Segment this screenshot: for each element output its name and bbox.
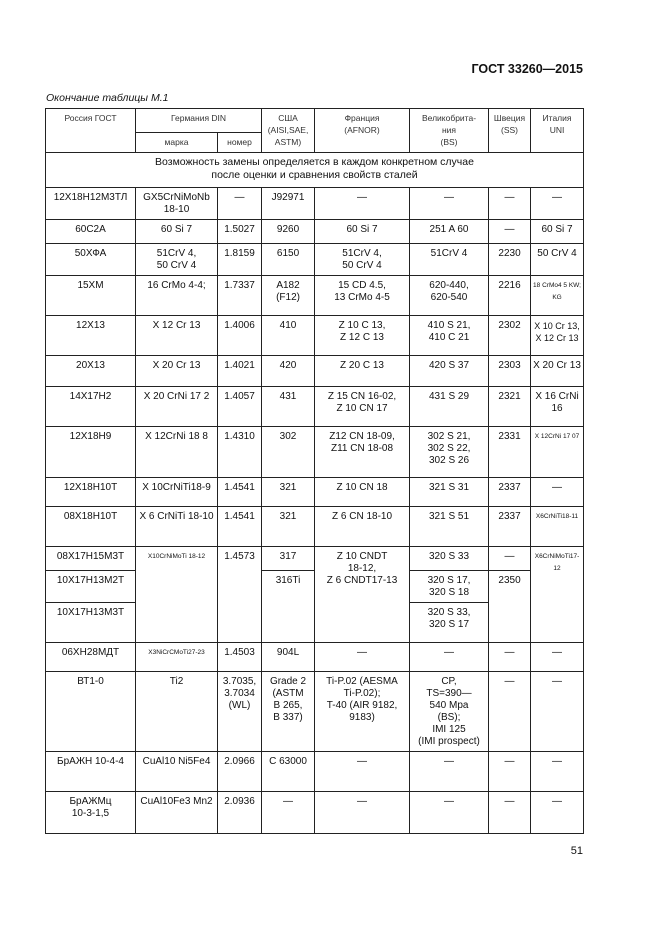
cell-gost: 12Х18Н12М3ТЛ [46,188,136,220]
cell-usa: 904L [262,643,315,672]
cell-gost: 60С2А [46,220,136,244]
cell-din-num: 1.4057 [218,387,262,427]
cell-france: 15 CD 4.5, 13 CrMo 4-5 [315,276,410,316]
cell-france: 60 Si 7 [315,220,410,244]
cell-din-num: 3.7035, 3.7034 (WL) [218,672,262,752]
cell-din-grade: X 6 CrNiTi 18-10 [136,507,218,547]
cell-uk: 251 A 60 [410,220,489,244]
cell-gost: 08Х18Н10Т [46,507,136,547]
cell-uk: 321 S 51 [410,507,489,547]
cell-uk: 51CrV 4 [410,244,489,276]
cell-gost: 20Х13 [46,356,136,387]
cell-france: Z 10 C 13, Z 12 C 13 [315,316,410,356]
cell-usa: 431 [262,387,315,427]
cell-gost: 12Х18Н9 [46,427,136,478]
cell-sweden: — [489,643,531,672]
cell-gost: 06ХН28МДТ [46,643,136,672]
cell-gost: 12Х18Н10Т [46,478,136,507]
cell-din-grade: CuAl10 Ni5Fe4 [136,752,218,792]
cell-italy: X6CrNiMoTi17-12 [531,547,584,643]
cell-din-grade: 16 CrMo 4-4; [136,276,218,316]
cell-gost: ВТ1-0 [46,672,136,752]
table-note: Возможность замены определяется в каждом конкретном случае после оценки и сравнения свойств сталей [46,153,584,188]
steel-equivalents-table [45,108,584,834]
cell-din-num: 1.4541 [218,478,262,507]
cell-gost: 14Х17Н2 [46,387,136,427]
cell-usa: 6150 [262,244,315,276]
cell-uk: — [410,792,489,834]
cell-france: Z 6 CN 18-10 [315,507,410,547]
standard-code: ГОСТ 33260—2015 [471,62,583,76]
cell-din-grade: X10CrNiMoTi 18-12 [136,547,218,643]
header-france: Франция (AFNOR) [315,109,410,153]
table-row [46,752,584,792]
cell-usa: 302 [262,427,315,478]
table-row [46,547,584,571]
cell-italy: — [531,643,584,672]
cell-din-grade: CuAl10Fe3 Mn2 [136,792,218,834]
cell-din-num: 1.4006 [218,316,262,356]
cell-france: — [315,188,410,220]
cell-usa: 317 [262,547,315,571]
cell-france: Z12 CN 18-09, Z11 CN 18-08 [315,427,410,478]
cell-din-num: 1.4021 [218,356,262,387]
cell-din-grade: X 12 Cr 13 [136,316,218,356]
table-row [46,244,584,276]
cell-uk: 420 S 37 [410,356,489,387]
header-russia: Россия ГОСТ [46,109,136,153]
cell-gost: 12Х13 [46,316,136,356]
table-row [46,316,584,356]
cell-sweden: — [489,752,531,792]
cell-usa: 321 [262,507,315,547]
cell-uk: CP, TS=390— 540 Mpa (BS); IMI 125 (IMI prospect) [410,672,489,752]
cell-usa: 316Ti [262,571,315,643]
cell-france: Z 10 CNDT 18-12, Z 6 CNDT17-13 [315,547,410,643]
cell-italy: 60 Si 7 [531,220,584,244]
cell-france: — [315,643,410,672]
cell-uk: 320 S 33 [410,547,489,571]
cell-france: — [315,752,410,792]
cell-uk: — [410,188,489,220]
cell-din-grade: 60 Si 7 [136,220,218,244]
table-row [46,792,584,834]
cell-din-num: 1.4573 [218,547,262,643]
cell-sweden: — [489,220,531,244]
cell-gost: 08Х17Н15М3Т [46,547,136,571]
cell-italy: X 10 Cr 13, X 12 Cr 13 [531,316,584,356]
cell-sweden: 2350 [489,571,531,643]
cell-usa: 420 [262,356,315,387]
cell-gost: 10Х17Н13М2Т [46,571,136,603]
cell-gost: 10Х17Н13М3Т [46,603,136,643]
cell-din-num: 2.0936 [218,792,262,834]
cell-din-grade: X 12CrNi 18 8 [136,427,218,478]
cell-sweden: 2321 [489,387,531,427]
header-usa: США (AISI,SAE, ASTM) [262,109,315,153]
cell-usa: Grade 2 (ASTM B 265, B 337) [262,672,315,752]
cell-din-num: 1.7337 [218,276,262,316]
cell-sweden: — [489,672,531,752]
cell-din-grade: X 20 CrNi 17 2 [136,387,218,427]
cell-gost: БрАЖН 10-4-4 [46,752,136,792]
table-caption: Окончание таблицы М.1 [46,92,169,104]
cell-italy: — [531,752,584,792]
cell-italy: 18 CrMo4 5 KW; KG [531,276,584,316]
header-germany-grade: марка [136,133,218,153]
table-row [46,356,584,387]
cell-din-grade: Ti2 [136,672,218,752]
cell-uk: — [410,752,489,792]
cell-usa: J92971 [262,188,315,220]
cell-italy: X6CrNiTi18-11 [531,507,584,547]
cell-france: Ti-P.02 (AESMA Ti-P.02); T-40 (AIR 9182, 9183) [315,672,410,752]
cell-sweden: — [489,792,531,834]
cell-france: — [315,792,410,834]
cell-sweden: 2230 [489,244,531,276]
table-row [46,188,584,220]
cell-uk: 302 S 21, 302 S 22, 302 S 26 [410,427,489,478]
cell-din-grade: GX5CrNiMoNb 18-10 [136,188,218,220]
table-row [46,427,584,478]
cell-din-grade: X 10CrNiTi18-9 [136,478,218,507]
cell-uk: 320 S 17, 320 S 18 [410,571,489,603]
cell-din-num: 1.4541 [218,507,262,547]
cell-sweden: 2302 [489,316,531,356]
cell-italy: X 12CrNi 17 07 [531,427,584,478]
cell-din-num: 1.4503 [218,643,262,672]
cell-sweden: 2303 [489,356,531,387]
cell-sweden: — [489,547,531,571]
cell-italy: — [531,188,584,220]
cell-sweden: 2337 [489,507,531,547]
cell-uk: 321 S 31 [410,478,489,507]
header-germany: Германия DIN [136,109,262,133]
cell-france: Z 15 CN 16-02, Z 10 CN 17 [315,387,410,427]
cell-uk: 410 S 21, 410 C 21 [410,316,489,356]
page-number: 51 [570,845,583,857]
cell-usa: 9260 [262,220,315,244]
table-row [46,643,584,672]
cell-france: Z 10 CN 18 [315,478,410,507]
cell-italy: — [531,478,584,507]
table-row [46,672,584,752]
cell-din-num: — [218,188,262,220]
cell-italy: — [531,672,584,752]
cell-italy: 50 CrV 4 [531,244,584,276]
cell-uk: 620-440, 620-540 [410,276,489,316]
cell-italy: — [531,792,584,834]
header-sweden: Швеция (SS) [489,109,531,153]
header-germany-number: номер [218,133,262,153]
cell-din-grade: 51CrV 4, 50 CrV 4 [136,244,218,276]
table-row [46,507,584,547]
table-row [46,220,584,244]
cell-france: Z 20 C 13 [315,356,410,387]
table-row [46,276,584,316]
cell-din-num: 1.5027 [218,220,262,244]
cell-gost: 15ХМ [46,276,136,316]
cell-din-num: 1.4310 [218,427,262,478]
cell-uk: — [410,643,489,672]
table-row [46,571,584,603]
cell-france: 51CrV 4, 50 CrV 4 [315,244,410,276]
cell-uk: 320 S 33, 320 S 17 [410,603,489,643]
cell-usa: — [262,792,315,834]
cell-sweden: 2331 [489,427,531,478]
cell-usa: 321 [262,478,315,507]
cell-din-grade: X 20 Cr 13 [136,356,218,387]
cell-uk: 431 S 29 [410,387,489,427]
cell-gost: БрАЖМц 10-3-1,5 [46,792,136,834]
cell-gost: 50ХФА [46,244,136,276]
header-uk: Великобрита- ния (BS) [410,109,489,153]
table-row [46,478,584,507]
cell-sweden: 2216 [489,276,531,316]
cell-italy: X 20 Cr 13 [531,356,584,387]
cell-sweden: — [489,188,531,220]
header-italy: Италия UNI [531,109,584,153]
cell-usa: A182 (F12) [262,276,315,316]
cell-din-grade: X3NiCrCMoTi27-23 [136,643,218,672]
cell-din-num: 1.8159 [218,244,262,276]
cell-usa: 410 [262,316,315,356]
table-row [46,387,584,427]
cell-sweden: 2337 [489,478,531,507]
cell-din-num: 2.0966 [218,752,262,792]
cell-usa: C 63000 [262,752,315,792]
cell-italy: X 16 CrNi 16 [531,387,584,427]
